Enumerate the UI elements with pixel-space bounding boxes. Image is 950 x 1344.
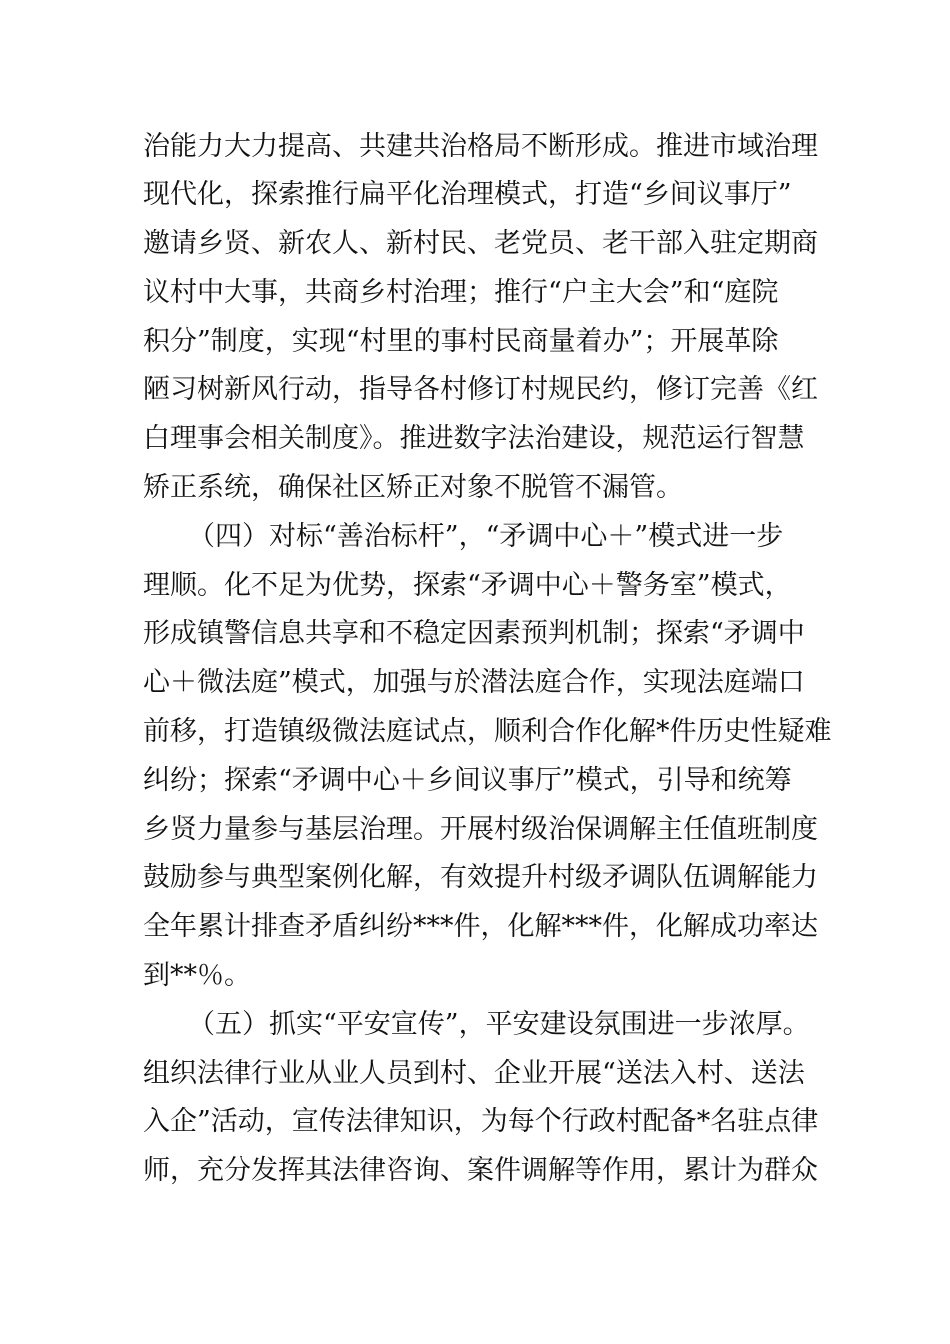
paragraph-heading-5: （五）抓实“平安宣传”，平安建设氛围进一步浓厚。 <box>188 1009 810 1040</box>
text-line: 陋习树新风行动，指导各村修订村规民约，修订完善《红 <box>143 374 818 405</box>
text-line: 入企”活动，宣传法律知识，为每个行政村配备*名驻点律 <box>143 1106 819 1137</box>
text-line: 组织法律行业从业人员到村、企业开展“送法入村、送法 <box>143 1058 805 1089</box>
text-line: 理顺。化不足为优势，探索“矛调中心＋警务室”模式， <box>143 570 792 601</box>
text-line: 形成镇警信息共享和不稳定因素预判机制；探索“矛调中 <box>143 618 805 649</box>
text-line: 矫正系统，确保社区矫正对象不脱管不漏管。 <box>143 472 683 503</box>
text-line: 师，充分发挥其法律咨询、案件调解等作用，累计为群众 <box>143 1155 818 1186</box>
text-line: 白理事会相关制度》。推进数字法治建设，规范运行智慧 <box>143 423 805 454</box>
text-line: 治能力大力提高、共建共治格局不断形成。推进市域治理 <box>143 131 818 162</box>
text-line: 议村中大事，共商乡村治理；推行“户主大会”和“庭院 <box>143 277 779 308</box>
text-line: 纠纷；探索“矛调中心＋乡间议事厅”模式，引导和统筹 <box>143 765 792 796</box>
text-line: 乡贤力量参与基层治理。开展村级治保调解主任值班制度 <box>143 814 818 845</box>
paragraph-heading-4: （四）对标“善治标杆”，“矛调中心＋”模式进一步 <box>188 521 784 552</box>
text-line: 鼓励参与典型案例化解，有效提升村级矛调队伍调解能力 <box>143 862 818 893</box>
text-line: 到**％。 <box>143 960 251 991</box>
text-line: 心＋微法庭”模式，加强与於潜法庭合作，实现法庭端口 <box>143 667 805 698</box>
text-line: 全年累计排查矛盾纠纷***件，化解***件，化解成功率达 <box>143 911 818 942</box>
text-line: 邀请乡贤、新农人、新村民、老党员、老干部入驻定期商 <box>143 228 818 259</box>
text-line: 前移，打造镇级微法庭试点，顺利合作化解*件历史性疑难 <box>143 716 832 747</box>
text-line: 现代化，探索推行扁平化治理模式，打造“乡间议事厅” <box>143 179 792 210</box>
text-line: 积分”制度，实现“村里的事村民商量着办”；开展革除 <box>143 326 779 357</box>
